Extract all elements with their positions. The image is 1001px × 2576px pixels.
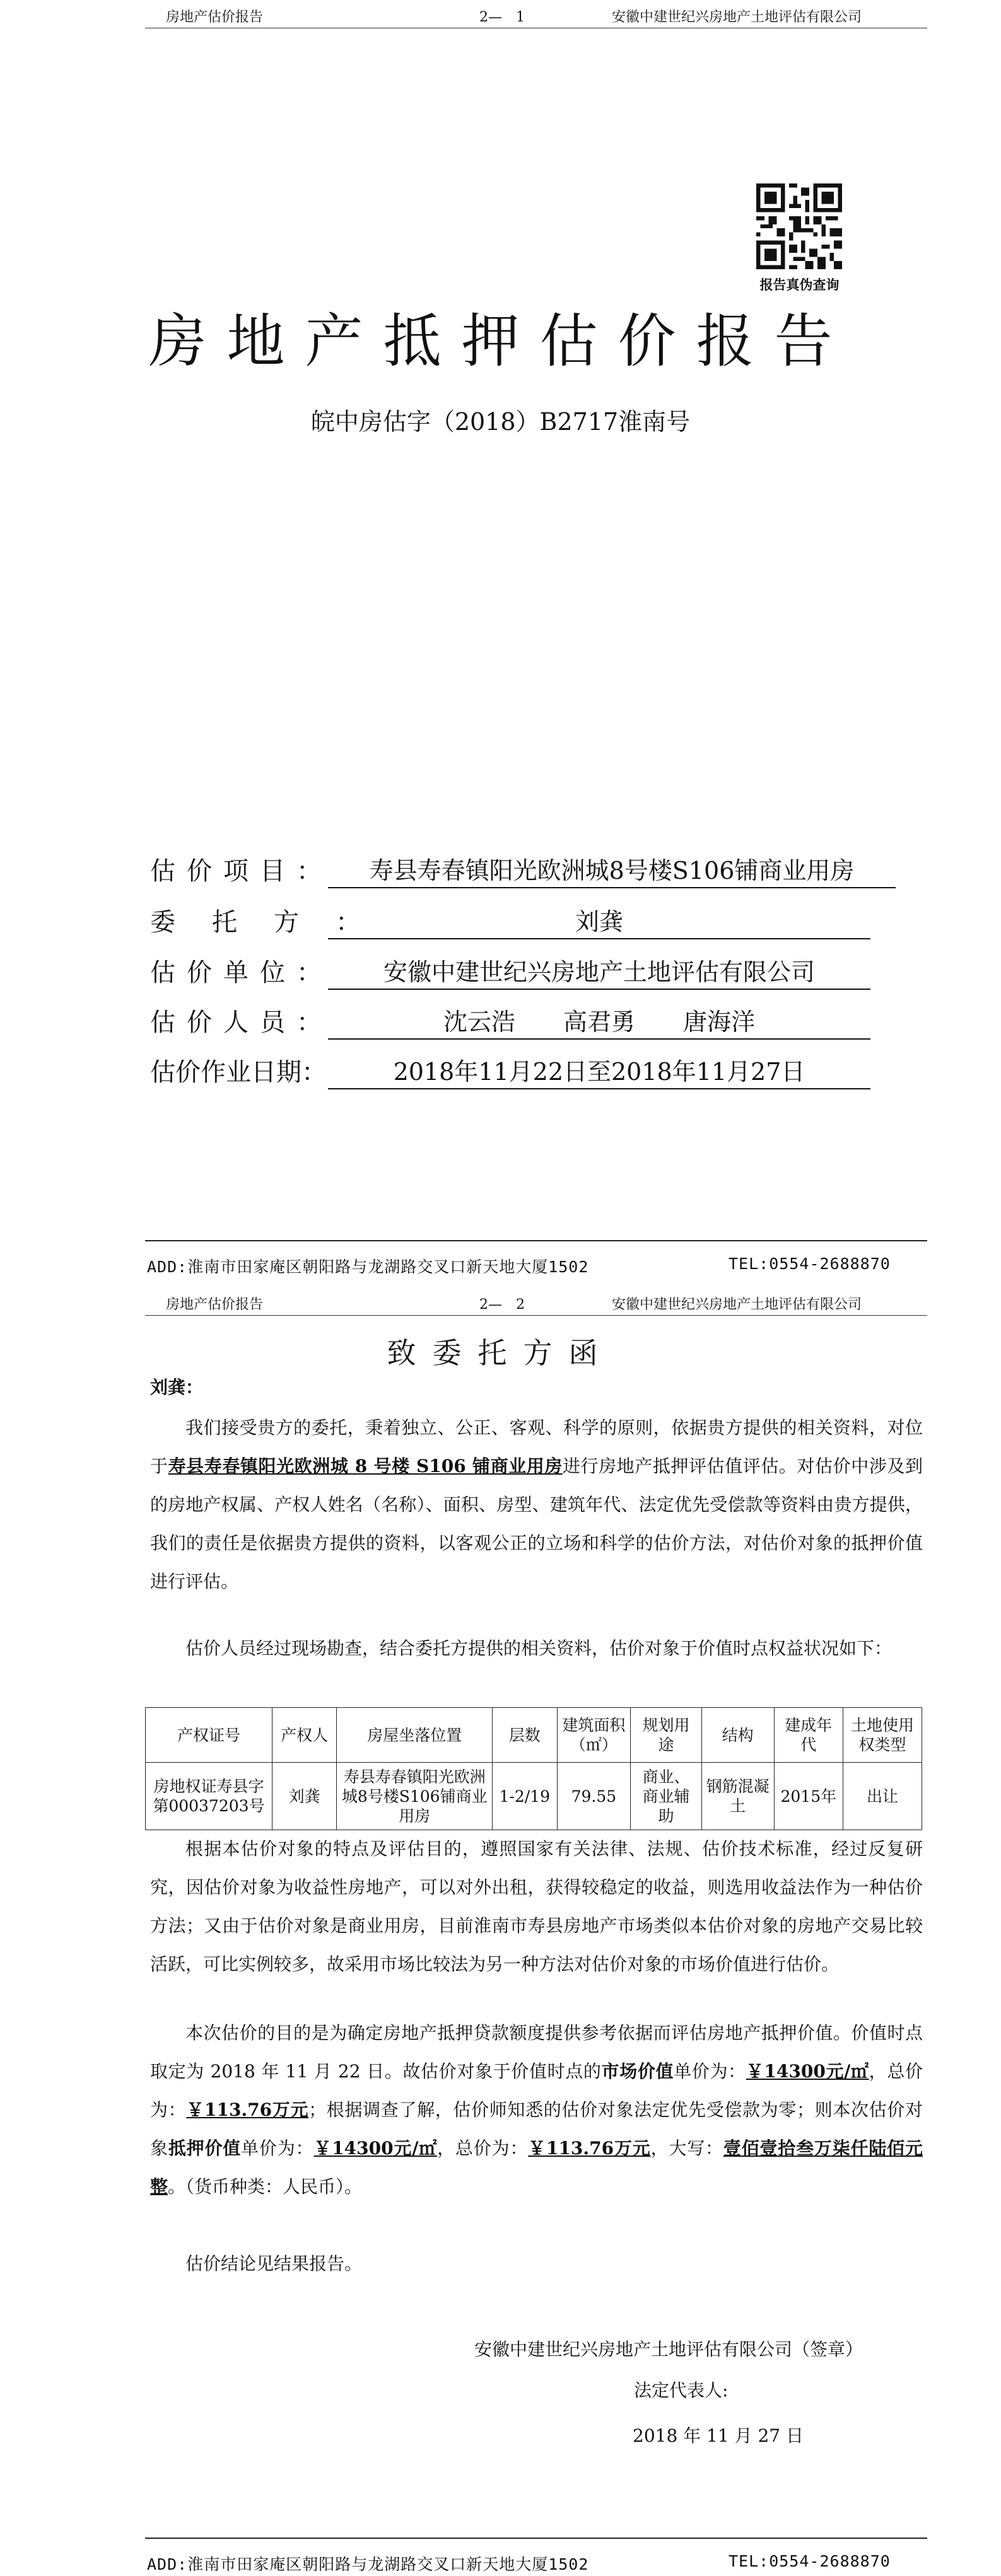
report-number: 皖中房估字（2018）B2717淮南号 xyxy=(310,408,691,436)
field-label-project: 估价项目： xyxy=(150,857,333,886)
paragraph-2: 估价人员经过现场勘查，结合委托方提供的相关资料，估价对象于价值时点权益状况如下： xyxy=(185,1638,893,1659)
td-year: 2015年 xyxy=(774,1763,843,1830)
p4-text-2: 单价为： xyxy=(674,2061,746,2082)
table-header-row xyxy=(146,1708,922,1763)
paragraph-4 xyxy=(150,2014,923,2206)
th-structure: 结构 xyxy=(701,1708,774,1763)
p4-text-8: 。（货币种类：人民币）。 xyxy=(168,2176,363,2197)
td-cert-no: 房地权证寿县字第00037203号 xyxy=(146,1763,272,1830)
field-value-work-date: 2018年11月22日至2018年11月27日 xyxy=(328,1052,870,1089)
th-land-type: 土地使用权类型 xyxy=(843,1708,922,1763)
p4-text-6: ，总价为： xyxy=(437,2138,529,2159)
field-value-project: 寿县寿春镇阳光欧洲城8号楼S106铺商业用房 xyxy=(328,851,896,888)
td-floors: 1-2/19 xyxy=(493,1763,557,1830)
signature-representative: 法定代表人: xyxy=(634,2380,729,2401)
th-owner: 产权人 xyxy=(272,1708,336,1763)
p4-unit-price-2: ￥14300元/㎡ xyxy=(313,2138,438,2159)
p1-text-a: 我们接受贵方的委托，秉着独立、公正、客观、科学的原则，依据贵方提供的相关资料，对位于 xyxy=(150,1417,923,1477)
p4-text-5: 单价为： xyxy=(241,2138,314,2159)
page2-header-title: 房地产估价报告 xyxy=(166,1297,264,1313)
letter-title: 致委托方函 xyxy=(387,1336,614,1370)
field-value-firm: 安徽中建世纪兴房地产土地评估有限公司 xyxy=(328,953,870,990)
salutation: 刘龚： xyxy=(150,1377,204,1398)
page1-footer-address: ADD:淮南市田家庵区朝阳路与龙湖路交叉口新天地大厦1502 xyxy=(147,1258,589,1276)
page2-header-company: 安徽中建世纪兴房地产土地评估有限公司 xyxy=(612,1297,862,1313)
paragraph-3: 根据本估价对象的特点及评估目的，遵照国家有关法律、法规、估价技术标准，经过反复研究，因估价对象为收益性房地产，可以对外出租，获得较稳定的收益，则选用收益法作为一种估价方法；又由于估价对象是商业用房，目前淮南市寿县房地产市场类似本估价对象的房地产交易比较活跃，可比实例较多，故采用市场比较法为另一种方法对估价对象的市场价值进行估价。 xyxy=(150,1838,923,1975)
paragraph-5: 估价结论见结果报告。 xyxy=(185,2253,363,2274)
th-floors: 层数 xyxy=(493,1708,557,1763)
field-value-appraisers: 沈云浩 高君勇 唐海洋 xyxy=(328,1002,870,1040)
th-use: 规划用途 xyxy=(631,1708,702,1763)
page1-footer-rule xyxy=(145,1240,927,1241)
page1-header-company: 安徽中建世纪兴房地产土地评估有限公司 xyxy=(612,9,862,25)
signature-date: 2018 年 11 月 27 日 xyxy=(633,2425,804,2446)
p4-text-7: ，大写： xyxy=(650,2138,723,2159)
td-location: 寿县寿春镇阳光欧洲城8号楼S106铺商业用房 xyxy=(337,1763,493,1830)
p4-mortgage-value-label: 抵押价值 xyxy=(168,2138,242,2159)
p4-total-words: 壹佰壹拾叁万柒仟陆佰元整 xyxy=(150,2138,923,2197)
qr-label: 报告真伪查询 xyxy=(759,277,840,293)
field-label-client: 委托方： xyxy=(150,908,397,937)
th-location: 房屋坐落位置 xyxy=(337,1708,493,1763)
qr-code-icon xyxy=(756,183,842,269)
p4-market-value-label: 市场价值 xyxy=(601,2061,674,2082)
td-area: 79.55 xyxy=(557,1763,631,1830)
p4-total-1: ￥113.76万元 xyxy=(186,2099,309,2120)
th-cert-no: 产权证号 xyxy=(146,1708,272,1763)
page2-header-rule xyxy=(145,1315,927,1316)
field-label-work-date: 估价作业日期： xyxy=(150,1058,327,1087)
page1-footer-tel: TEL:0554-2688870 xyxy=(729,1255,891,1273)
page1-header-title: 房地产估价报告 xyxy=(166,9,264,25)
th-area: 建筑面积（㎡） xyxy=(557,1708,631,1763)
td-land-type: 出让 xyxy=(843,1763,922,1830)
field-label-appraisers: 估价人员： xyxy=(150,1008,333,1037)
p4-total-2: ￥113.76万元 xyxy=(528,2138,651,2159)
page2-header-page: 2— 2 xyxy=(479,1297,525,1313)
p1-property: 寿县寿春镇阳光欧洲城 8 号楼 S106 铺商业用房 xyxy=(168,1456,563,1477)
field-label-firm: 估价单位： xyxy=(150,958,333,987)
td-structure: 钢筋混凝土 xyxy=(701,1763,774,1830)
p4-text-4: ；根据调查了解，估价师知悉的估价对象法定优先受偿款为零；则本次估价对象 xyxy=(150,2099,923,2159)
page2-footer-tel: TEL:0554-2688870 xyxy=(729,2552,891,2570)
paragraph-1 xyxy=(150,1408,923,1601)
page2-footer-rule xyxy=(145,2538,927,2539)
td-use: 商业、商业辅助 xyxy=(631,1763,702,1830)
p4-unit-price-1: ￥14300元/㎡ xyxy=(746,2061,869,2082)
report-title: 房地产抵押估价报告 xyxy=(148,308,853,375)
page1-header-page: 2— 1 xyxy=(479,9,525,25)
p1-text-b: 进行房地产抵押评估值评估。对估价中涉及到的房地产权属、产权人姓名（名称）、面积、房型、建筑年代、法定优先受偿款等资料由贵方提供，我们的责任是依据贵方提供的资料，以客观公正的立场和科学的估价方法，对估价对象的抵押价值进行评估。 xyxy=(150,1456,923,1592)
th-year: 建成年代 xyxy=(774,1708,843,1763)
property-table xyxy=(145,1707,922,1830)
signature-company: 安徽中建世纪兴房地产土地评估有限公司（签章） xyxy=(474,2339,863,2360)
field-value-client: 刘龚 xyxy=(328,902,870,939)
p4-text-3: ，总价为： xyxy=(150,2061,923,2120)
p4-text-1: 本次估价的目的是为确定房地产抵押贷款额度提供参考依据而评估房地产抵押价值。价值时点取定为 2018 年 11 月 22 日。故估价对象于价值时点的 xyxy=(150,2022,923,2082)
page2-footer-address: ADD:淮南市田家庵区朝阳路与龙湖路交叉口新天地大厦1502 xyxy=(147,2555,589,2573)
td-owner: 刘龚 xyxy=(272,1763,336,1830)
table-row xyxy=(146,1763,922,1830)
